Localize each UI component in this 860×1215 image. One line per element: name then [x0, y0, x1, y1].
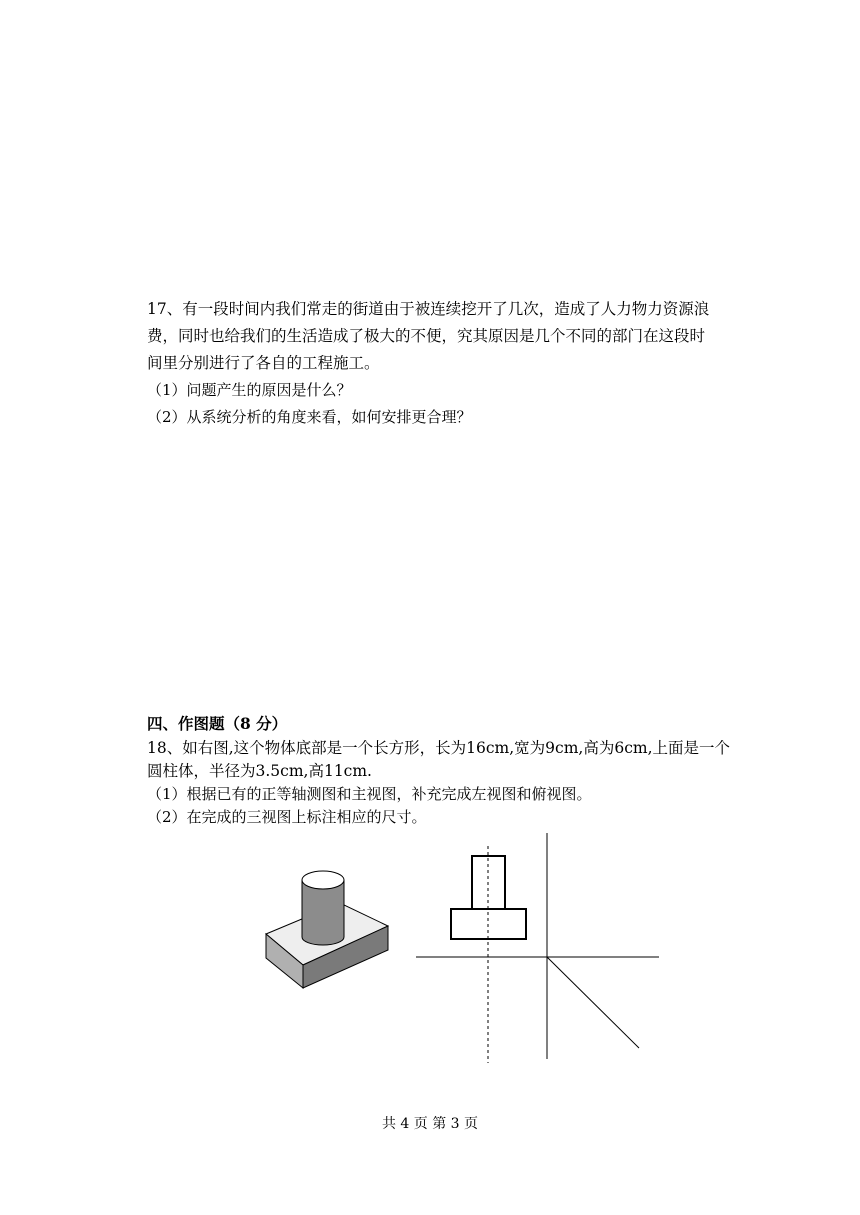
q17-line-1: 17、有一段时间内我们常走的街道由于被连续挖开了几次，造成了人力物力资源浪 — [147, 300, 710, 318]
question-17 — [147, 296, 787, 431]
cylinder-top — [302, 871, 344, 889]
page-footer: 共 4 页 第 3 页 — [381, 1116, 479, 1132]
isometric-drawing — [266, 871, 388, 988]
box-side-face — [303, 926, 388, 988]
diagonal-45-line — [547, 957, 639, 1048]
q18-subquestion-1: （1）根据已有的正等轴测图和主视图，补充完成左视图和俯视图。 — [147, 785, 592, 803]
front-view-cylinder — [472, 856, 505, 909]
front-view-base — [451, 909, 526, 939]
q18-subquestion-2: （2）在完成的三视图上标注相应的尺寸。 — [147, 808, 427, 826]
projection-axes — [416, 833, 659, 1059]
cylinder-body — [302, 880, 344, 945]
q17-line-2: 费，同时也给我们的生活造成了极大的不便，究其原因是几个不同的部门在这段时 — [147, 327, 706, 345]
q18-line-2: 圆柱体，半径为3.5cm,高11cm. — [147, 762, 372, 780]
box-front-face — [266, 934, 303, 988]
box-top-face — [266, 903, 388, 965]
section-4-title: 四、作图题（8 分） — [147, 714, 288, 733]
q17-line-3: 间里分别进行了各自的工程施工。 — [147, 354, 380, 372]
front-view — [451, 846, 526, 1063]
q18-line-1: 18、如右图,这个物体底部是一个长方形，长为16cm,宽为9cm,高为6cm,上面是一个 — [147, 739, 731, 757]
q17-subquestion-1: （1）问题产生的原因是什么？ — [147, 381, 352, 399]
question-18 — [147, 737, 787, 829]
q17-subquestion-2: （2）从系统分析的角度来看，如何安排更合理？ — [147, 408, 472, 426]
